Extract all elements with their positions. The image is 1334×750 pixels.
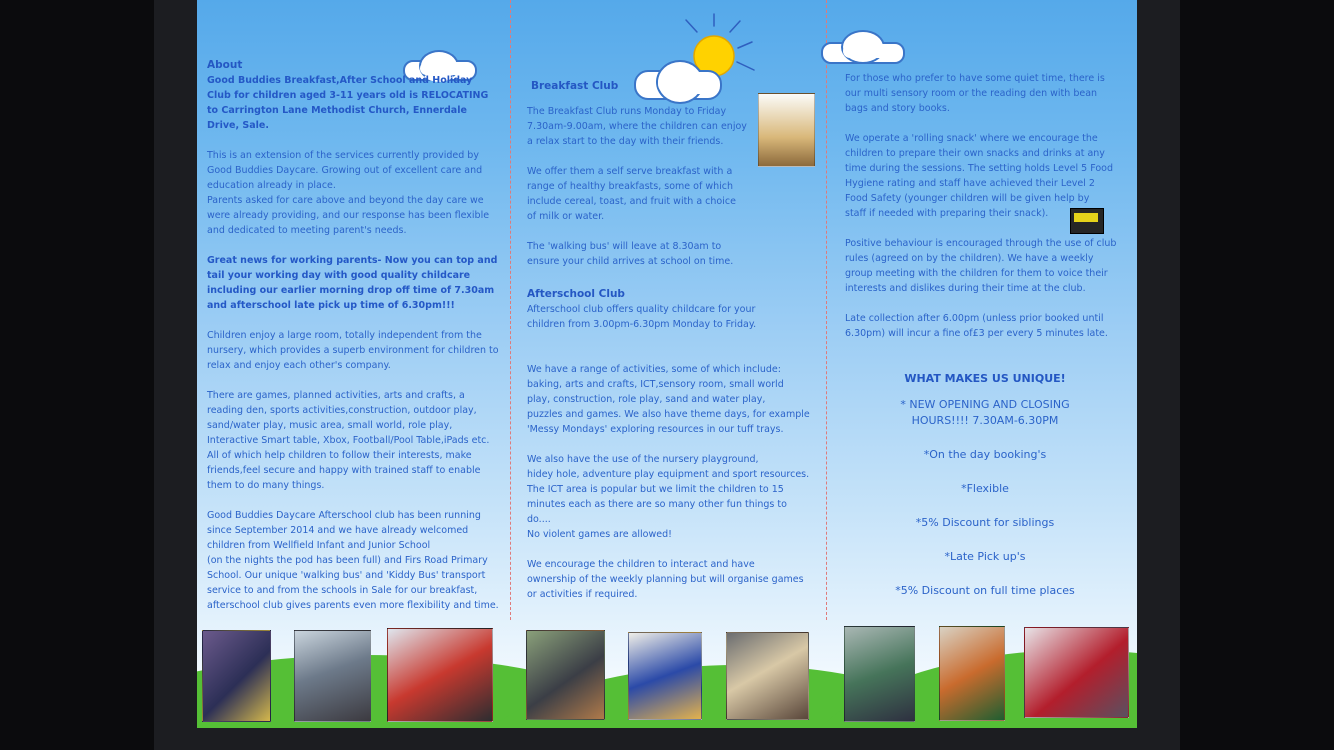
afterschool-history-text: Good Buddies Daycare Afterschool club has been running since September 2014 and we have already welcomed children from Wellfield Infant and Junior School (on the nights the pod has been full) and Firs Road Primary School. Our unique 'walking bus' and 'Kiddy Bus' transport service to and from the schools in Sale for our breakfast, afterschool club gives parents even more flexibility and time. — [207, 510, 499, 611]
climbing-frame-photo — [939, 626, 1005, 721]
unique-item: * NEW OPENING AND CLOSING HOURS!!!! 7.30AM-6.30PM — [900, 398, 1070, 427]
unique-item: *5% Discount for siblings — [915, 516, 1055, 529]
unique-item: *Late Pick up's — [944, 550, 1026, 563]
column-divider-2 — [826, 0, 827, 620]
unique-section — [840, 372, 1130, 617]
breakfast-club-heading: Breakfast Club — [531, 80, 619, 92]
breakfast-runs-text: The Breakfast Club runs Monday to Friday 7.30am-9.00am, where the children can enjoy a relax start to the day with their friends. — [527, 106, 747, 147]
behaviour-text: Positive behaviour is encouraged through the use of club rules (agreed on by the children). We have a weekly group meeting with the children for them to voice their interests and dislikes during their time at the club. — [845, 238, 1117, 294]
activities-text: We have a range of activities, some of which include: baking, arts and crafts, ICT,sensory room, small world play, construction, role play, sand and water play, puzzles and games. We also have theme days, for example 'Messy Mondays' exploring resources in our tuff trays. — [527, 364, 810, 435]
walking-bus-text: The 'walking bus' will leave at 8.30am to ensure your child arrives at school on time. — [527, 241, 734, 267]
crafts-photo — [628, 632, 702, 720]
late-collection-text: Late collection after 6.00pm (unless prior booked until 6.30pm) will incur a fine of£3 per every 5 minutes late. — [845, 313, 1108, 339]
brochure — [197, 0, 1137, 728]
football-goal-photo — [294, 630, 371, 722]
encourage-text: We encourage the children to interact and have ownership of the weekly planning but will organise games or activities if required. — [527, 559, 804, 600]
children-photo — [202, 630, 271, 722]
column-about — [207, 58, 499, 628]
quiet-time-text: For those who prefer to have some quiet time, there is our multi sensory room or the reading den with bean bags and story books. — [845, 73, 1105, 114]
nursery-playground-text: We also have the use of the nursery playground, hidey hole, adventure play equipment and sport resources. The ICT area is popular but we limit the children to 15 minutes each as there are so many other fun things to do.... No violent games are allowed! — [527, 454, 810, 540]
unique-item: *5% Discount on full time places — [895, 584, 1075, 597]
great-news-text: Great news for working parents- Now you can top and tail your working day with good quality childcare including our earlier morning drop off time of 7.30am and afterschool late pick up time of 6.30pm!!! — [207, 255, 498, 311]
food-hygiene-badge — [1070, 208, 1104, 234]
afterschool-offers-text: Afterschool club offers quality childcare for your children from 3.00pm-6.30pm Monday to Friday. — [527, 304, 757, 330]
unique-heading: WHAT MAKES US UNIQUE! — [904, 372, 1066, 385]
unique-item: *On the day booking's — [923, 448, 1047, 461]
column-divider-1 — [510, 0, 511, 620]
unique-item: *Flexible — [961, 482, 1009, 495]
about-heading: About — [207, 59, 243, 71]
games-text: There are games, planned activities, arts and crafts, a reading den, sports activities,construction, outdoor play, sand/water play, music area, small world, role play, Interactive Smart table, Xbox, Football/Pool Table,iPads etc. All of which help children to follow their interests, make friends,feel secure and happy with trained staff to enable them to do many things. — [207, 390, 490, 491]
about-intro: Good Buddies Breakfast,After School and Holiday Club for children aged 3-11 years old is RELOCATING to Carrington Lane Methodist Church, Ennerdale Drive, Sale. — [207, 75, 489, 131]
extension-text: This is an extension of the services currently provided by Good Buddies Daycare. Growing out of excellent care and education already in place. Parents asked for care above and beyond the day care we were already providing, and our response has been flexible and dedicated to meeting parent's needs. — [207, 150, 490, 236]
large-room-text: Children enjoy a large room, totally independent from the nursery, which provides a superb environment for children to relax and enjoy each other's company. — [207, 330, 499, 371]
kiddy-bus-photo — [387, 628, 493, 722]
self-serve-text: We offer them a self serve breakfast with a range of healthy breakfasts, some of which include cereal, toast, and fruit with a choice of milk or water. — [527, 166, 736, 222]
rolling-snack-text: We operate a 'rolling snack' where we encourage the children to prepare their own snacks and drinks at any time during the sessions. The setting holds Level 5 Food Hygiene rating and staff have achieved their Level 2 Food Safety (younger children will be given help by staff if needed with preparing their snack). — [845, 133, 1113, 219]
table-activity-photo — [726, 632, 809, 720]
cloud-icon — [821, 30, 907, 64]
games-photo — [844, 626, 915, 722]
breakfast-photo — [758, 93, 815, 167]
afterschool-club-heading: Afterschool Club — [527, 288, 625, 300]
playground-photo — [526, 630, 605, 720]
reading-den-photo — [1024, 627, 1129, 718]
